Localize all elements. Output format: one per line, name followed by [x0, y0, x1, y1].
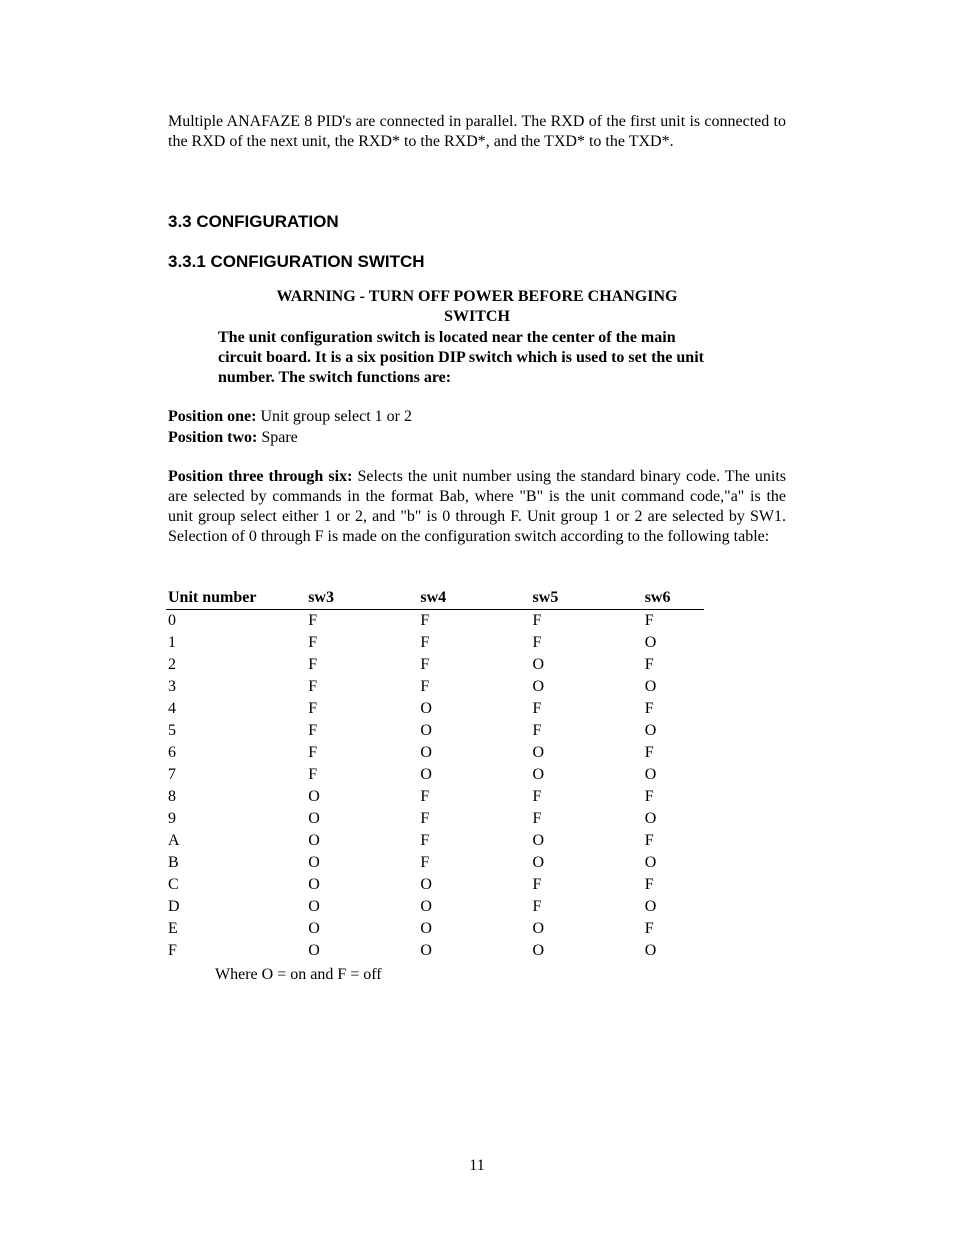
- sw6-cell: O: [644, 678, 657, 695]
- sw3-cell: O: [308, 876, 320, 893]
- sw4-cell: F: [420, 634, 430, 651]
- sw6-cell: O: [644, 854, 657, 871]
- unit-number-cell: 1: [168, 634, 176, 651]
- table-row: [166, 852, 704, 874]
- table-row: [166, 698, 704, 720]
- sw5-cell: F: [532, 876, 542, 893]
- sw4-cell: F: [420, 854, 430, 871]
- unit-number-cell: 5: [168, 722, 176, 739]
- position-one-line: [168, 407, 412, 427]
- unit-number-cell: C: [168, 876, 179, 893]
- sw3-cell: F: [308, 722, 318, 739]
- header-sw6: sw6: [643, 587, 704, 610]
- table-row: [166, 654, 704, 676]
- table-row: [166, 830, 704, 852]
- sw4-cell: O: [420, 722, 432, 739]
- sw6-cell: F: [644, 700, 654, 717]
- table-row: [166, 720, 704, 742]
- section-heading: 3.3 CONFIGURATION: [168, 212, 339, 231]
- header-unit-number: Unit number: [166, 587, 306, 610]
- table-row: [166, 896, 704, 918]
- table-row: [166, 632, 704, 654]
- sw6-cell: O: [644, 766, 657, 783]
- sw4-cell: F: [420, 832, 430, 849]
- sw4-cell: O: [420, 876, 432, 893]
- sw5-cell: F: [532, 634, 542, 651]
- sw5-cell: F: [532, 788, 542, 805]
- sw5-cell: O: [532, 656, 545, 673]
- sw6-cell: F: [644, 876, 654, 893]
- sw4-cell: O: [420, 700, 432, 717]
- sw6-cell: O: [644, 810, 657, 827]
- unit-number-cell: D: [168, 898, 180, 915]
- sw6-cell: F: [644, 832, 654, 849]
- unit-number-cell: 8: [168, 788, 176, 805]
- page-number: 11: [469, 1157, 485, 1174]
- sw5-cell: F: [532, 722, 542, 739]
- sw5-cell: O: [532, 766, 545, 783]
- table-row: [166, 786, 704, 808]
- sw3-cell: F: [308, 744, 318, 761]
- unit-number-cell: 0: [168, 612, 176, 629]
- sw3-cell: F: [308, 656, 318, 673]
- unit-number-cell: F: [168, 942, 177, 959]
- sw6-cell: O: [644, 898, 657, 915]
- unit-number-cell: E: [168, 920, 178, 937]
- sw4-cell: O: [420, 942, 432, 959]
- sw5-cell: F: [532, 898, 542, 915]
- sw3-cell: O: [308, 810, 320, 827]
- sw6-cell: F: [644, 744, 654, 761]
- sw3-cell: O: [308, 898, 320, 915]
- sw4-cell: O: [420, 766, 432, 783]
- position-two-line: [168, 428, 298, 448]
- sw4-cell: O: [420, 744, 432, 761]
- table-row: [166, 808, 704, 830]
- sw3-cell: F: [308, 634, 318, 651]
- sw6-cell: F: [644, 920, 654, 937]
- table-legend: Where O = on and F = off: [215, 966, 382, 983]
- unit-number-cell: B: [168, 854, 179, 871]
- switch-table: [166, 587, 704, 962]
- subsection-heading: 3.3.1 CONFIGURATION SWITCH: [168, 252, 425, 271]
- sw4-cell: F: [420, 788, 430, 805]
- unit-number-cell: 9: [168, 810, 176, 827]
- warning-notice: WARNING - TURN OFF POWER BEFORE CHANGING SWITCH: [276, 288, 678, 325]
- sw5-cell: O: [532, 920, 545, 937]
- unit-number-cell: 6: [168, 744, 176, 761]
- unit-number-cell: A: [168, 832, 180, 849]
- position-one-label: Position one:: [168, 408, 257, 425]
- sw5-cell: O: [532, 942, 545, 959]
- sw6-cell: F: [644, 612, 654, 629]
- sw6-cell: O: [644, 942, 657, 959]
- sw3-cell: O: [308, 788, 320, 805]
- position-two-text: Spare: [257, 429, 298, 446]
- table-row: [166, 676, 704, 698]
- sw5-cell: O: [532, 854, 545, 871]
- sw5-cell: O: [532, 678, 545, 695]
- sw4-cell: F: [420, 612, 430, 629]
- sw4-cell: O: [420, 898, 432, 915]
- sw5-cell: F: [532, 810, 542, 827]
- sw3-cell: O: [308, 832, 320, 849]
- sw5-cell: F: [532, 612, 542, 629]
- table-row: [166, 874, 704, 896]
- table-row: [166, 940, 704, 962]
- header-sw3: sw3: [306, 587, 418, 610]
- table-row: [166, 918, 704, 940]
- unit-number-cell: 7: [168, 766, 176, 783]
- unit-number-cell: 3: [168, 678, 176, 695]
- sw6-cell: O: [644, 634, 657, 651]
- position-one-text: Unit group select 1 or 2: [256, 408, 412, 425]
- sw4-cell: F: [420, 810, 430, 827]
- sw5-cell: F: [532, 700, 542, 717]
- position-two-label: Position two:: [168, 429, 258, 446]
- position-three-text: Selects the unit number using the standard binary code. The units are selected by commands in the format Bab, where "B" is the unit command code,"a" is the unit group select either 1 or 2, and "b" is 0 through F. Unit group 1 or 2 are selected by SW1. Selection of 0 through F is made on the configuration switch according to the following table:: [168, 468, 786, 545]
- sw3-cell: O: [308, 920, 320, 937]
- intro-paragraph: Multiple ANAFAZE 8 PID's are connected in parallel. The RXD of the first unit is connected to the RXD of the next unit, the RXD* to the RXD*, and the TXD* to the TXD*.: [168, 113, 786, 150]
- switch-description: The unit configuration switch is located near the center of the main circuit board. It is a six position DIP switch which is used to set the unit number. The switch functions are:: [218, 329, 704, 386]
- sw3-cell: F: [308, 612, 318, 629]
- table-body: [166, 610, 704, 963]
- sw5-cell: O: [532, 832, 545, 849]
- sw4-cell: O: [420, 920, 432, 937]
- header-sw4: sw4: [418, 587, 530, 610]
- header-sw5: sw5: [531, 587, 643, 610]
- sw5-cell: O: [532, 744, 545, 761]
- sw6-cell: O: [644, 722, 657, 739]
- sw3-cell: O: [308, 942, 320, 959]
- sw4-cell: F: [420, 656, 430, 673]
- sw6-cell: F: [644, 788, 654, 805]
- table-row: [166, 742, 704, 764]
- table-header-row: [166, 587, 704, 610]
- table-row: [166, 764, 704, 786]
- sw6-cell: F: [644, 656, 654, 673]
- position-three-paragraph: [168, 467, 786, 547]
- position-three-label: Position three through six:: [168, 468, 353, 485]
- sw3-cell: F: [308, 678, 318, 695]
- unit-number-cell: 4: [168, 700, 176, 717]
- table-row: [166, 610, 704, 633]
- sw4-cell: F: [420, 678, 430, 695]
- sw3-cell: O: [308, 854, 320, 871]
- unit-number-cell: 2: [168, 656, 176, 673]
- sw3-cell: F: [308, 766, 318, 783]
- sw3-cell: F: [308, 700, 318, 717]
